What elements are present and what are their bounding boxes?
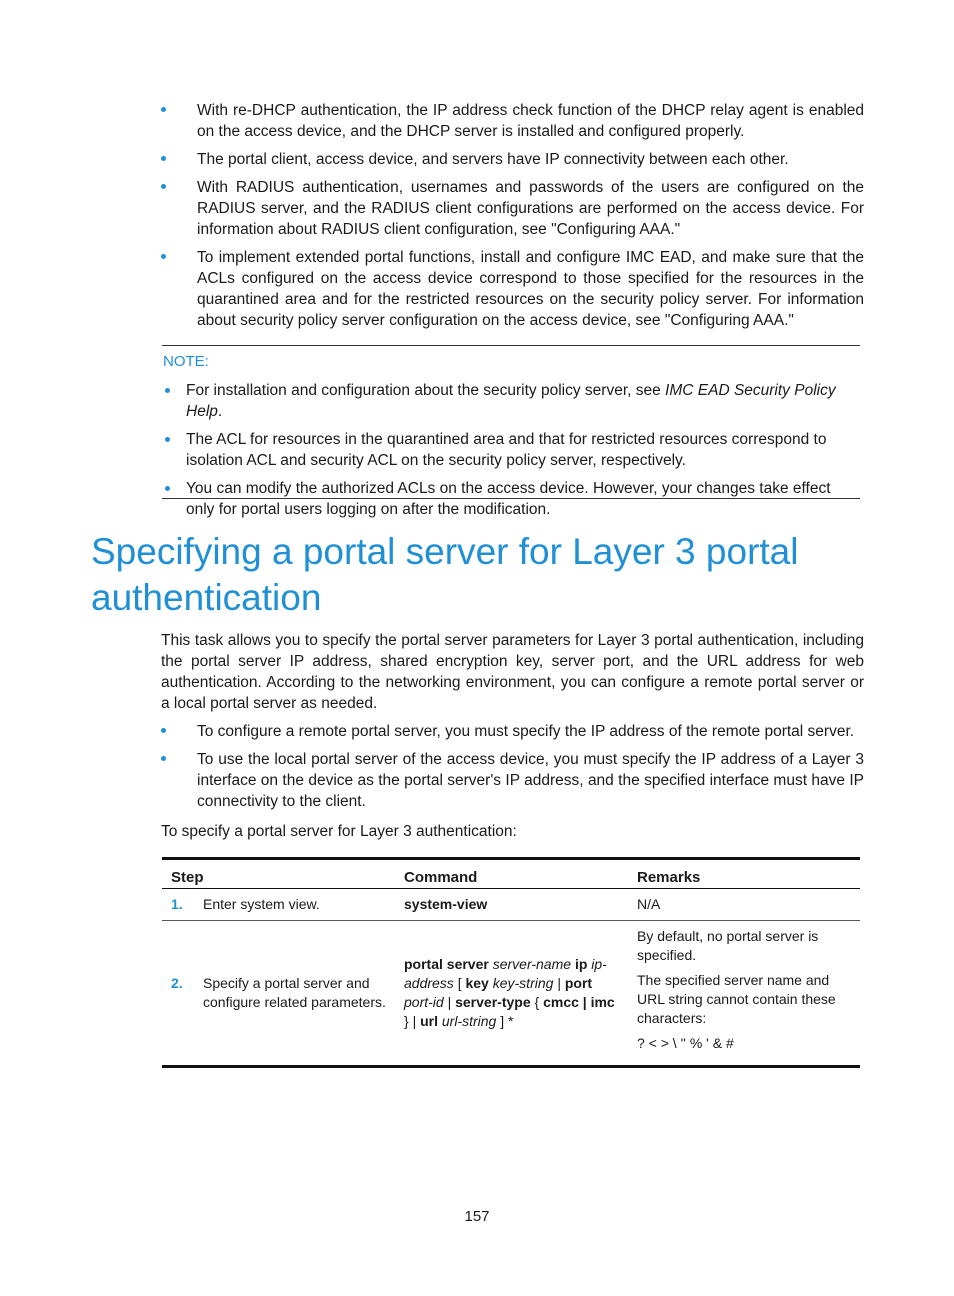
- command-table: [162, 857, 860, 1068]
- command-cell: [395, 889, 628, 921]
- section-intro: This task allows you to specify the portal server parameters for Layer 3 portal authentication, including the portal server IP address, shared encryption key, server port, and the URL address for web authentication. According to the networking environment, you can configure a remote portal server or a local portal server as needed.: [161, 632, 864, 712]
- step-cell: [162, 921, 395, 1067]
- step-cell: [162, 889, 395, 921]
- note-box: [162, 345, 860, 518]
- bullet-icon: [161, 728, 166, 733]
- list-item: To implement extended portal functions, install and configure IMC EAD, and make sure that the ACLs configured on the access device correspond to those specified for the resources in the quarantined area and for the restricted resources on the security policy server. For information about security policy server configuration on the access device, see "Configuring AAA.": [161, 247, 864, 331]
- section-heading: Specifying a portal server for Layer 3 portal authentication: [91, 531, 799, 618]
- server-options-list: [161, 721, 864, 819]
- bullet-icon: [165, 486, 170, 491]
- step-number: 1.: [171, 896, 183, 912]
- list-item: With re-DHCP authentication, the IP address check function of the DHCP relay agent is enabled on the access device, and the DHCP server is installed and configured properly.: [161, 100, 864, 142]
- table-row: [162, 889, 860, 921]
- bullet-icon: [161, 184, 166, 189]
- remark-characters: ? < > \ '' % ' & #: [637, 1035, 734, 1051]
- list-item: The ACL for resources in the quarantined area and that for restricted resources correspond to isolation ACL and security ACL on the security policy server, respectively.: [162, 429, 860, 471]
- list-item: To use the local portal server of the access device, you must specify the IP address of a Layer 3 interface on the device as the portal server's IP address, and the specified interface must have IP connectivity to the client.: [161, 749, 864, 812]
- table-row: [162, 921, 860, 1067]
- header-command: Command: [395, 859, 628, 889]
- command-text: system-view: [404, 896, 488, 912]
- list-item: The portal client, access device, and servers have IP connectivity between each other.: [161, 149, 864, 170]
- command-syntax: portal server server-name ip ip-address [ key key-string | port port-id | server-type { cmcc | imc } | url url-string ] *: [404, 956, 615, 1029]
- bullet-icon: [161, 107, 166, 112]
- remark-restriction: The specified server name and URL string cannot contain these characters:: [637, 972, 836, 1026]
- step-description: Enter system view.: [203, 896, 320, 912]
- list-item: You can modify the authorized ACLs on the access device. However, your changes take effect only for portal users logging on after the modification.: [162, 478, 860, 520]
- remarks-cell: N/A: [628, 889, 860, 921]
- bullet-icon: [161, 254, 166, 259]
- bullet-icon: [161, 156, 166, 161]
- note-list: [162, 380, 860, 527]
- bullet-icon: [165, 437, 170, 442]
- bullet-icon: [165, 388, 170, 393]
- header-remarks: Remarks: [628, 859, 860, 889]
- bullet-icon: [161, 756, 166, 761]
- procedure-lead-in: To specify a portal server for Layer 3 authentication:: [161, 823, 517, 840]
- list-item: To configure a remote portal server, you must specify the IP address of the remote portal server.: [161, 721, 864, 742]
- prerequisite-list: [161, 100, 864, 338]
- document-reference: IMC EAD Security Policy Help: [186, 382, 836, 420]
- header-step: Step: [162, 859, 395, 889]
- command-cell: [395, 921, 628, 1067]
- note-label: NOTE:: [163, 353, 209, 370]
- remark-default: By default, no portal server is specified.: [637, 928, 819, 963]
- table-header-row: [162, 859, 860, 889]
- list-item: For installation and configuration about the security policy server, see IMC EAD Security Policy Help.: [162, 380, 860, 422]
- step-number: 2.: [171, 975, 183, 991]
- page-number: 157: [464, 1208, 490, 1225]
- step-description: Specify a portal server and configure related parameters.: [203, 975, 386, 1010]
- list-item: With RADIUS authentication, usernames and passwords of the users are configured on the RADIUS server, and the RADIUS client configurations are performed on the access device. For information about RADIUS client configuration, see "Configuring AAA.": [161, 177, 864, 240]
- remarks-cell: [628, 921, 860, 1067]
